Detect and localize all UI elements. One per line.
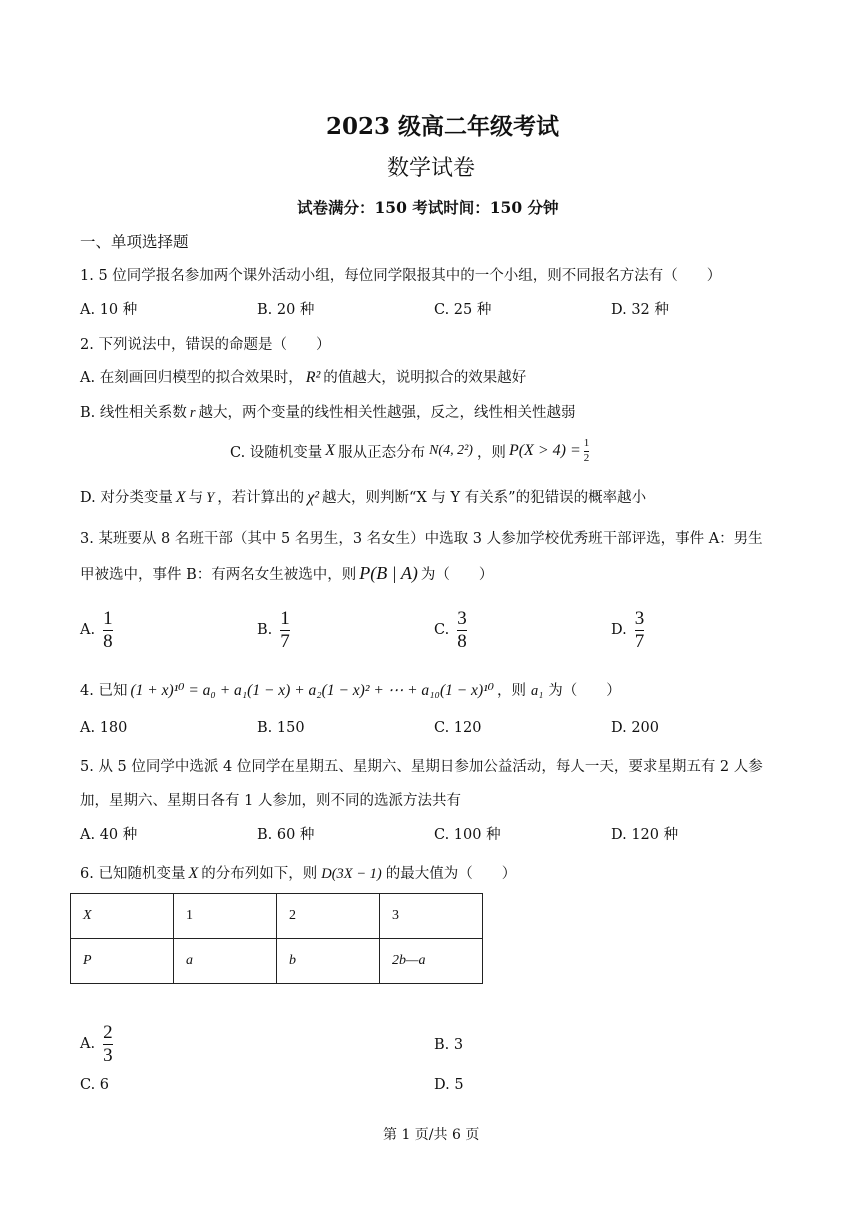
q6-a-fraction <box>103 1023 113 1066</box>
question-1-text: 1. 5 位同学报名参加两个课外活动小组，每位同学限报其中的一个小组，则不同报名方法有（ ） <box>80 268 722 284</box>
table-cell: 2 <box>277 894 380 939</box>
q2-c-then: ，则 <box>476 444 506 461</box>
q4-mid: ，则 <box>496 683 526 699</box>
q2-c-var: X <box>325 442 336 460</box>
q4-var: a₁ <box>530 683 544 699</box>
q6-pre: 6. 已知随机变量 <box>80 866 186 882</box>
q4-equation: (1 + x)¹⁰ = a₀ + a₁(1 − x) + a₂(1 − x)² + ⋯ + a₁₀(1 − x)¹⁰ <box>130 682 494 699</box>
q6-a-den: 3 <box>103 1044 113 1066</box>
q3-c-num: 3 <box>457 608 467 629</box>
q4-option-d: D. 200 <box>611 720 660 736</box>
q4-post: 为（ ） <box>548 683 621 699</box>
table-cell: 2b—a <box>380 939 483 984</box>
q3-a-fraction <box>103 609 113 652</box>
q5-option-c: C. 100 种 <box>434 827 501 843</box>
q3-a-den: 8 <box>103 630 113 652</box>
q6-mid: 的分布列如下，则 <box>201 866 318 882</box>
q6-option-a <box>80 1023 113 1066</box>
q2-option-d <box>80 486 646 507</box>
table-cell: 3 <box>380 894 483 939</box>
q6-var: X <box>188 865 199 882</box>
distribution-table <box>70 893 483 984</box>
q2-c-num: 1 <box>583 437 590 449</box>
table-cell: b <box>277 939 380 984</box>
q3-option-d <box>611 609 644 652</box>
q3-cond-prob: P(B | A) <box>359 563 418 583</box>
q6-a-label: A. <box>80 1036 96 1053</box>
q2-b-math: r <box>189 405 196 421</box>
question-5-line2: 加，星期六、星期日各有 1 人参加，则不同的选派方法共有 <box>80 793 461 809</box>
q4-option-a: A. 180 <box>80 720 128 736</box>
q5-option-a: A. 40 种 <box>80 827 138 843</box>
q6-variance: D(3X − 1) <box>321 866 382 882</box>
q2-option-c <box>230 438 589 464</box>
q3-b-fraction <box>280 609 290 652</box>
q2-a-pre: A. 在刻画回归模型的拟合效果时， <box>80 370 303 386</box>
q1-option-a: A. 10 种 <box>80 302 138 318</box>
section-heading: 一、单项选择题 <box>80 233 189 251</box>
q6-a-num: 2 <box>103 1022 113 1043</box>
exam-subject: 数学试卷 <box>387 156 476 181</box>
question-5-line1: 5. 从 5 位同学中选派 4 位同学在星期五、星期六、星期日参加公益活动，每人一天，要求星期五有 2 人参 <box>80 759 763 775</box>
q2-option-b <box>80 401 576 422</box>
q3-option-b <box>257 609 290 652</box>
q3-d-label: D. <box>611 622 627 639</box>
q5-option-b: B. 60 种 <box>257 827 315 843</box>
table-cell: a <box>174 939 277 984</box>
q3-a-label: A. <box>80 622 96 639</box>
q3-c-den: 8 <box>457 630 467 652</box>
q2-c-pre: C. 设随机变量 <box>230 444 323 461</box>
table-cell: P <box>71 939 174 984</box>
q6-option-b: B. 3 <box>434 1037 464 1053</box>
q1-option-c: C. 25 种 <box>434 302 492 318</box>
q6-option-c: C. 6 <box>80 1077 110 1093</box>
q4-option-b: B. 150 <box>257 720 305 736</box>
table-row <box>71 939 483 984</box>
q3-option-a <box>80 609 113 652</box>
question-6-text <box>80 862 516 883</box>
question-3-line2 <box>80 563 493 584</box>
q2-d-chi: χ² <box>307 489 320 506</box>
q2-b-post: 越大，两个变量的线性相关性越强，反之，线性相关性越弱 <box>198 405 576 421</box>
question-3-line1: 3. 某班要从 8 名班干部（其中 5 名男生，3 名女生）中选取 3 人参加学校优秀班干部评选，事件 A：男生 <box>80 531 763 547</box>
q2-c-fraction <box>584 438 590 464</box>
q1-option-b: B. 20 种 <box>257 302 315 318</box>
q3-c-label: C. <box>434 622 450 639</box>
question-4-text <box>80 679 621 700</box>
table-cell: 1 <box>174 894 277 939</box>
q2-d-post: 越大，则判断“X 与 Y 有关系”的犯错误的概率越小 <box>322 490 647 506</box>
q2-d-y: Y <box>206 490 215 506</box>
q3-option-c <box>434 609 467 652</box>
q2-option-a <box>80 366 526 387</box>
q3-b-num: 1 <box>280 608 290 629</box>
q2-c-mid: 服从正态分布 <box>338 444 426 461</box>
q6-option-d: D. 5 <box>434 1077 464 1093</box>
question-2-text: 2. 下列说法中，错误的命题是（ ） <box>80 337 331 353</box>
q2-d-and: 与 <box>188 490 204 506</box>
q3-d-den: 7 <box>634 630 645 652</box>
q3-c-fraction <box>457 609 467 652</box>
q3-b-den: 7 <box>280 630 290 652</box>
table-cell: X <box>71 894 174 939</box>
q3-b-label: B. <box>257 622 273 639</box>
exam-title: 2023 级高二年级考试 <box>326 113 560 140</box>
q4-pre: 4. 已知 <box>80 683 128 699</box>
q3-line2-pre: 甲被选中，事件 B：有两名女生被选中，则 <box>80 567 357 583</box>
q2-d-pre: D. 对分类变量 <box>80 490 173 506</box>
table-row <box>71 894 483 939</box>
q3-line2-post: 为（ ） <box>420 567 494 583</box>
q2-c-prob: P(X > 4) = <box>508 442 581 460</box>
q2-c-dist: N(4, 2²) <box>429 443 473 459</box>
q2-d-x: X <box>175 489 186 506</box>
q1-option-d: D. 32 种 <box>611 302 669 318</box>
q2-a-math: R² <box>305 369 321 386</box>
q3-a-num: 1 <box>103 608 113 629</box>
q6-post: 的最大值为（ ） <box>385 866 517 882</box>
q5-option-d: D. 120 种 <box>611 827 679 843</box>
page-number: 第 1 页/共 6 页 <box>383 1127 480 1143</box>
q3-d-num: 3 <box>634 608 645 629</box>
q2-a-post: 的值越大，说明拟合的效果越好 <box>323 370 527 386</box>
exam-meta: 试卷满分：150 考试时间：150 分钟 <box>297 198 559 217</box>
q2-d-mid: ，若计算出的 <box>217 490 305 506</box>
q3-d-fraction <box>635 609 645 652</box>
q2-c-den: 2 <box>583 451 590 464</box>
q4-option-c: C. 120 <box>434 720 482 736</box>
q2-b-pre: B. 线性相关系数 <box>80 405 187 421</box>
